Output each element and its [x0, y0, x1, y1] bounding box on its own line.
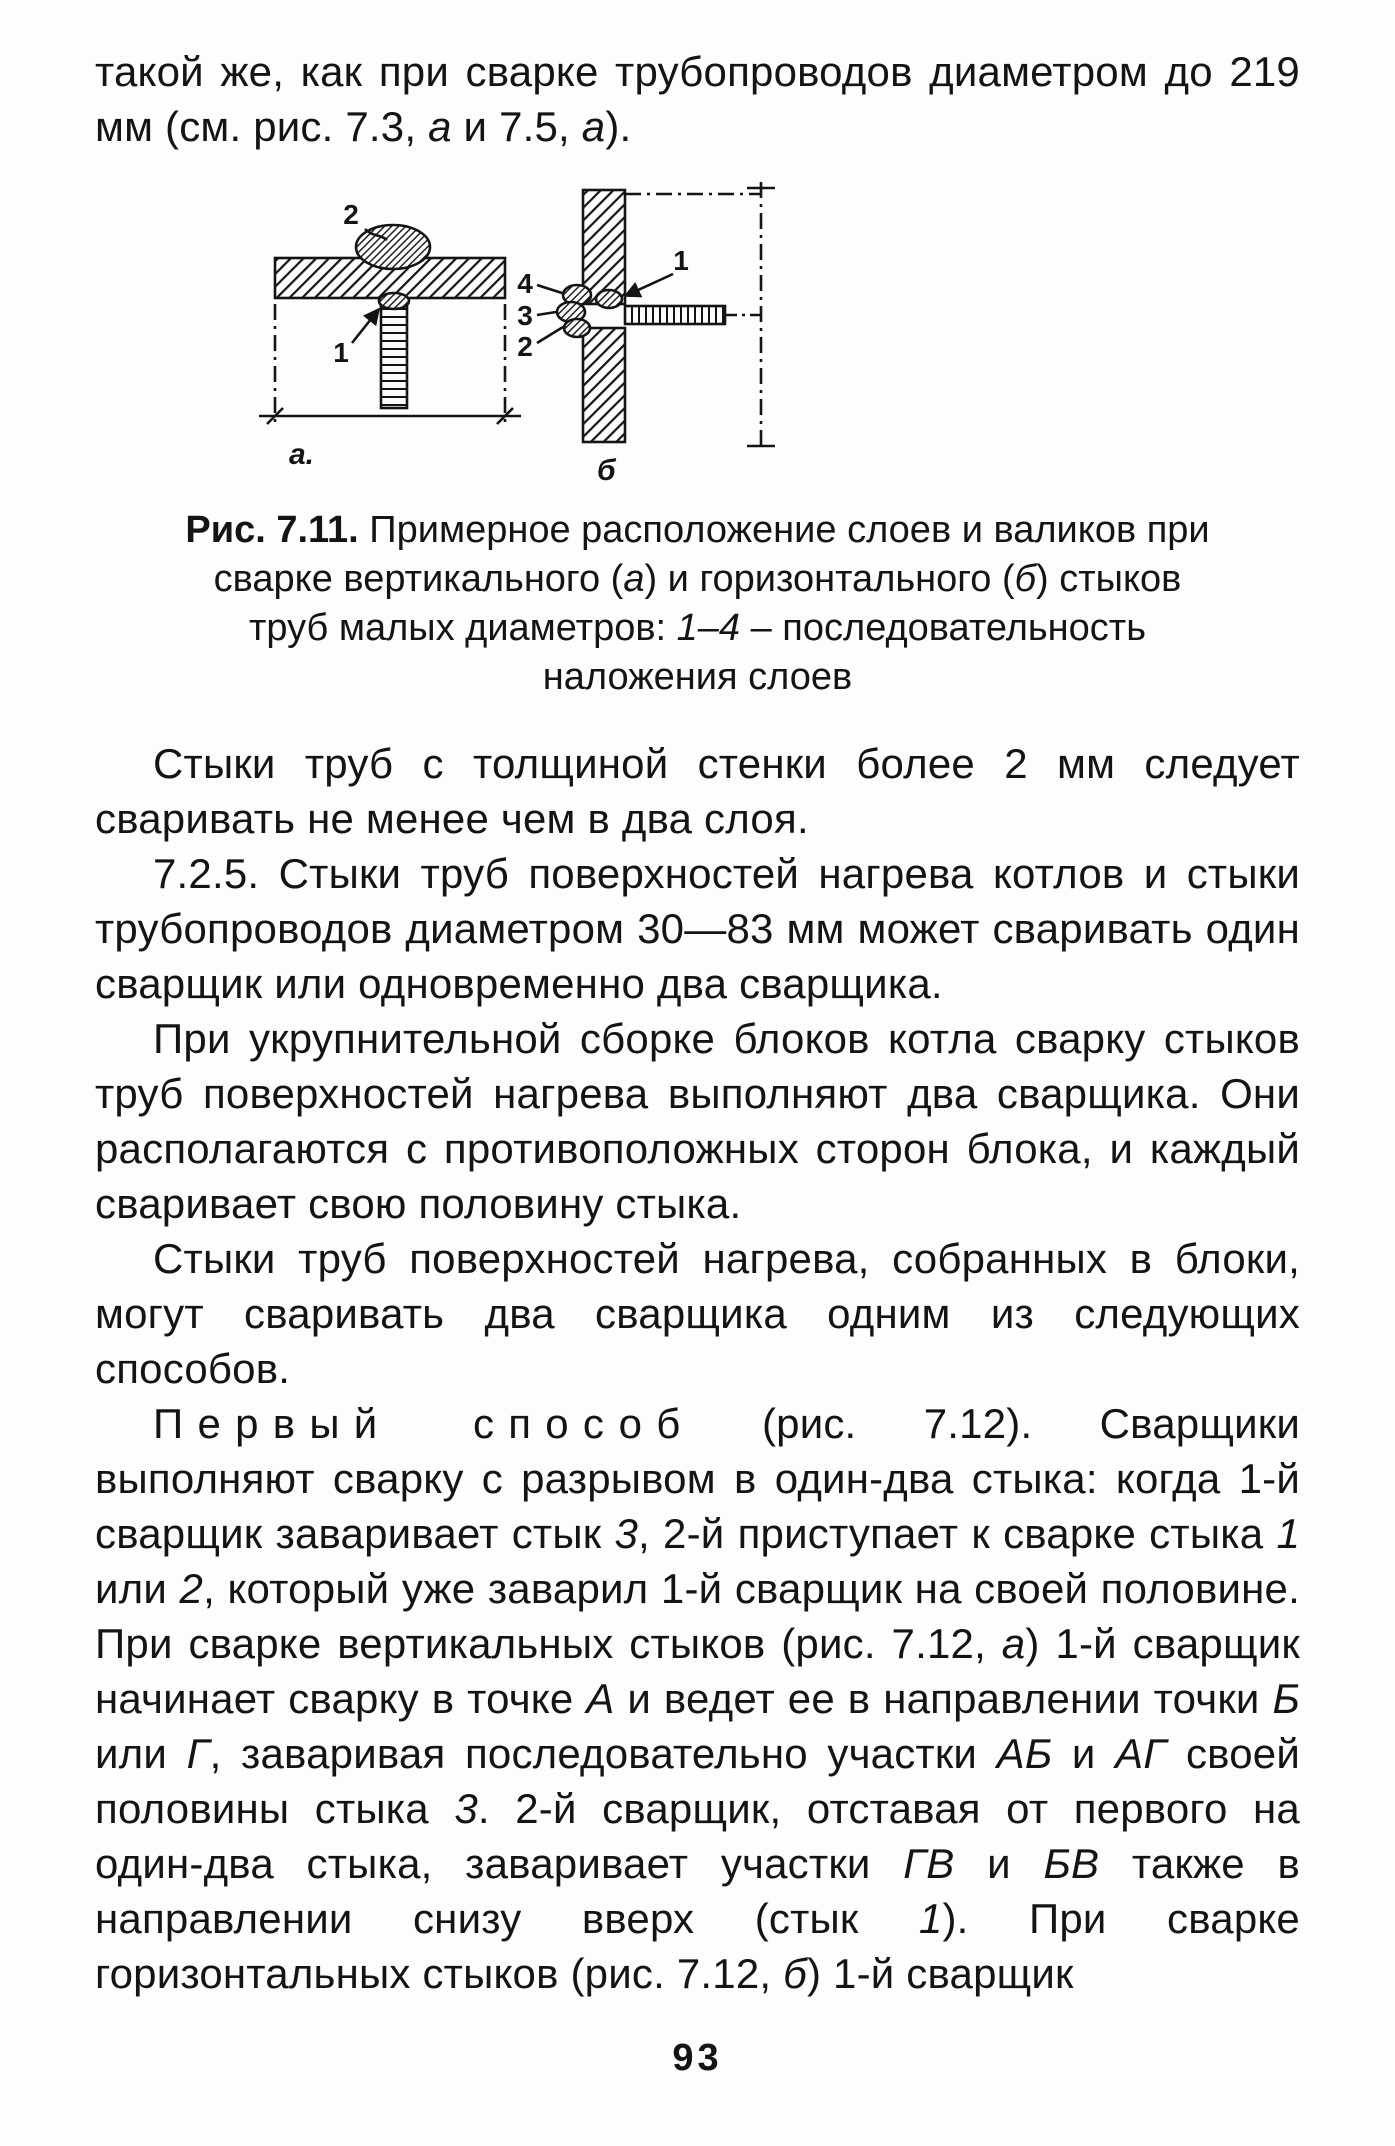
- label-a-1: 1: [333, 337, 349, 368]
- label-b: б: [597, 454, 616, 485]
- label-b-1: 1: [673, 245, 689, 276]
- diagram-b: [537, 182, 775, 452]
- figure-caption-text: Примерное расположение слоев и валиков при сварке вертикального (а) и горизонтального (б) стыков труб малых диаметров: 1–4 – последовательность наложения слоев: [213, 509, 1210, 698]
- label-b-2: 2: [517, 331, 533, 362]
- label-b-3: 3: [517, 300, 533, 331]
- paragraph-4: Стыки труб поверхностей нагрева, собранных в блоки, могут сваривать два сварщика одним из следующих способов.: [95, 1235, 1300, 1392]
- paragraph-2: 7.2.5. Стыки труб поверхностей нагрева котлов и стыки трубопроводов диаметром 30—83 мм может сваривать один сварщик или одновременно два сварщика.: [95, 850, 1300, 1007]
- paragraph-3: При укрупнительной сборке блоков котла сварку стыков труб поверхностей нагрева выполняют два сварщика. Они располагаются с противоположных сторон блока, и каждый сваривает свою половину стыка.: [95, 1015, 1300, 1227]
- paragraph-5: Первый способ (рис. 7.12). Сварщики выполняют сварку с разрывом в один-два стыка: когда 1-й сварщик заваривает стык 3, 2-й приступает к сварке стыка 1 или 2, который уже заварил 1-й сварщик на своей половине. При сварке вертикальных стыков (рис. 7.12, а) 1-й сварщик начинает сварку в точке А и ведет ее в направлении точки Б или Г, заваривая последовательно участки АБ и АГ своей половины стыка 3. 2-й сварщик, отставая от первого на один-два стыка, заваривает участки ГВ и БВ также в направлении снизу вверх (стык 1). При сварке горизонтальных стыков (рис. 7.12, б) 1-й сварщик: [95, 1400, 1301, 1997]
- figure-caption: [178, 506, 1218, 702]
- weld-diagram-svg: [253, 180, 953, 485]
- body-text-block: [95, 736, 1300, 2001]
- diagram-a: [259, 225, 521, 425]
- label-b-4: 4: [517, 268, 533, 299]
- label-a: а.: [289, 438, 315, 471]
- label-a-2: 2: [343, 199, 359, 230]
- paragraph-1: Стыки труб с толщиной стенки более 2 мм следует сваривать не менее чем в два слоя.: [95, 740, 1300, 842]
- figure-caption-number: Рис. 7.11.: [185, 509, 359, 551]
- page-number: 93: [672, 2037, 723, 2079]
- intro-paragraph: такой же, как при сварке трубопроводов диаметром до 219 мм (см. рис. 7.3, а и 7.5, а).: [95, 48, 1300, 150]
- weld-diagram: [253, 180, 1300, 490]
- figure-7-11: [95, 180, 1300, 702]
